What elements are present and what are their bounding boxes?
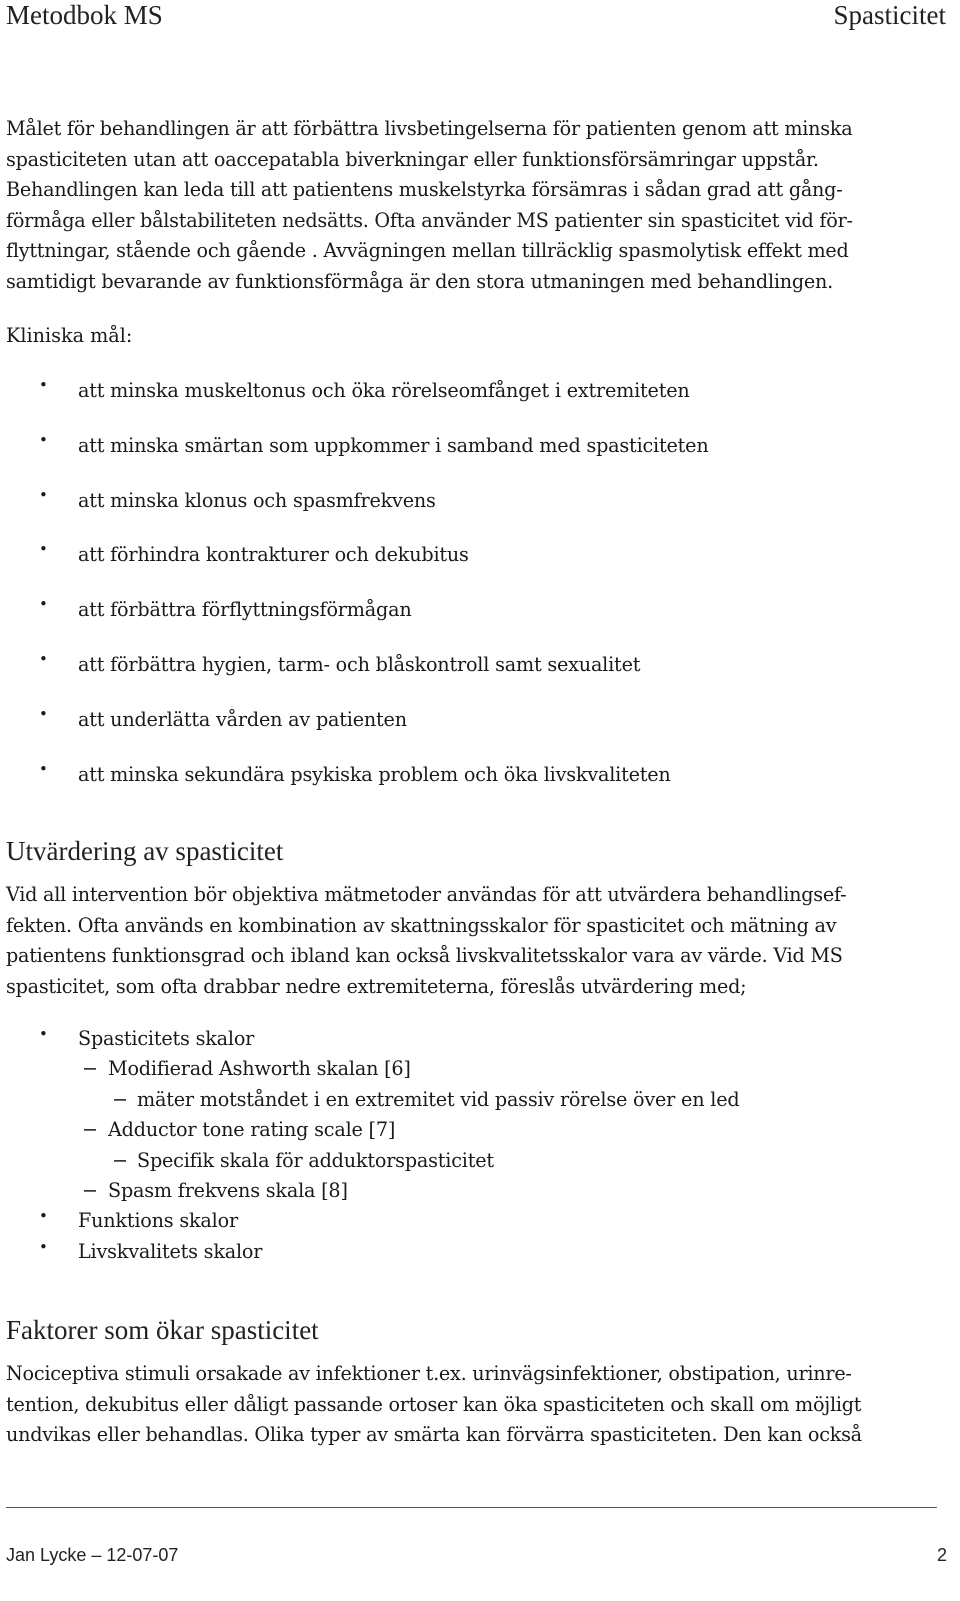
bullet-icon: •: [39, 595, 48, 614]
clinical-goals-label: Kliniska mål:: [6, 324, 133, 347]
list-item-text: Adductor tone rating scale [7]: [108, 1118, 396, 1142]
text-line: samtidigt bevarande av funktionsförmåga är den stora utmaningen med behandlingen.: [6, 269, 833, 293]
footer-author-date: Jan Lycke – 12-07-07: [6, 1545, 179, 1565]
bullet-icon: •: [39, 430, 48, 449]
bullet-icon: •: [39, 1237, 48, 1256]
text-line: tention, dekubitus eller dåligt passande ortoser kan öka spasticiteten och skall om möjligt: [6, 1392, 862, 1416]
bullet-icon: •: [39, 540, 48, 559]
bullet-icon: •: [39, 704, 48, 723]
document-title: Metodbok MS: [6, 0, 163, 30]
list-item-text: Spasm frekvens skala [8]: [108, 1178, 348, 1202]
list-item-text: Spasticitets skalor: [78, 1027, 255, 1050]
section-title: Spasticitet: [833, 0, 946, 30]
text-line: undvikas eller behandlas. Olika typer av smärta kan förvärra spasticiteten. Den kan också: [6, 1423, 862, 1446]
dash-icon: −: [112, 1087, 128, 1111]
text-line: Nociceptiva stimuli orsakade av infektioner t.ex. urinvägsinfektioner, obstipation, urinre-: [6, 1362, 852, 1385]
text-line: flyttningar, stående och gående . Avvägningen mellan tillräcklig spasmolytisk effekt med: [6, 239, 849, 262]
list-item-text: att förbättra hygien, tarm- och blåskontroll samt sexualitet: [78, 652, 641, 676]
list-item-text: att förbättra förflyttningsförmågan: [78, 598, 412, 622]
bullet-icon: •: [39, 376, 48, 394]
text-line: spasticiteten utan att oaccepatabla biverkningar eller funktionsförsämringar uppstår.: [6, 147, 819, 171]
bullet-icon: •: [39, 485, 48, 504]
page-header: [6, 0, 946, 34]
dash-icon: −: [82, 1118, 98, 1142]
list-item-text: att förhindra kontrakturer och dekubitus: [78, 543, 469, 567]
list-item-text: att minska muskeltonus och öka rörelseomfånget i extremiteten: [78, 379, 690, 402]
list-item-text: Specifik skala för adduktorspasticitet: [137, 1148, 494, 1172]
bullet-icon: •: [39, 1207, 48, 1226]
evaluation-paragraph: [6, 880, 941, 1002]
evaluation-heading: Utvärdering av spasticitet: [6, 836, 284, 866]
list-item-text: att underlätta vården av patienten: [78, 707, 407, 731]
text-line: förmåga eller bålstabiliteten nedsätts. Ofta använder MS patienter sin spasticitet vid för-: [6, 208, 853, 232]
dash-icon: −: [112, 1148, 128, 1172]
text-line: Målet för behandlingen är att förbättra livsbetingelserna för patienten genom att minska: [6, 117, 853, 140]
dash-icon: −: [82, 1057, 98, 1081]
bullet-icon: •: [39, 649, 48, 668]
text-line: patientens funktionsgrad och ibland kan också livskvalitetsskalor vara av värde. Vid MS: [6, 944, 843, 967]
list-item-text: att minska smärtan som uppkommer i samband med spasticiteten: [78, 433, 709, 457]
text-line: Vid all intervention bör objektiva mätmetoder användas för att utvärdera behandlingsef-: [6, 883, 847, 906]
bullet-icon: •: [39, 1025, 48, 1043]
text-line: spasticitet, som ofta drabbar nedre extremiteterna, föreslås utvärdering med;: [6, 974, 747, 998]
text-line: fekten. Ofta används en kombination av skattningsskalor för spasticitet och mätning av: [6, 913, 837, 937]
list-item-text: att minska klonus och spasmfrekvens: [78, 488, 436, 512]
factors-paragraph: [6, 1359, 941, 1451]
page-number: 2: [936, 1545, 947, 1565]
list-item-text: Livskvalitets skalor: [78, 1239, 263, 1263]
footer-divider: [6, 1507, 937, 1508]
text-line: Behandlingen kan leda till att patientens muskelstyrka försämras i sådan grad att gång-: [6, 178, 843, 201]
intro-paragraph: [6, 114, 941, 297]
factors-heading: Faktorer som ökar spasticitet: [6, 1315, 319, 1345]
list-item-text: Modifierad Ashworth skalan [6]: [108, 1057, 411, 1081]
list-item-text: mäter motståndet i en extremitet vid passiv rörelse över en led: [137, 1087, 740, 1111]
page-footer: [6, 1545, 947, 1571]
list-item-text: Funktions skalor: [78, 1209, 238, 1233]
list-item-text: att minska sekundära psykiska problem och öka livskvaliteten: [78, 762, 671, 786]
dash-icon: −: [82, 1178, 98, 1202]
bullet-icon: •: [39, 759, 48, 778]
